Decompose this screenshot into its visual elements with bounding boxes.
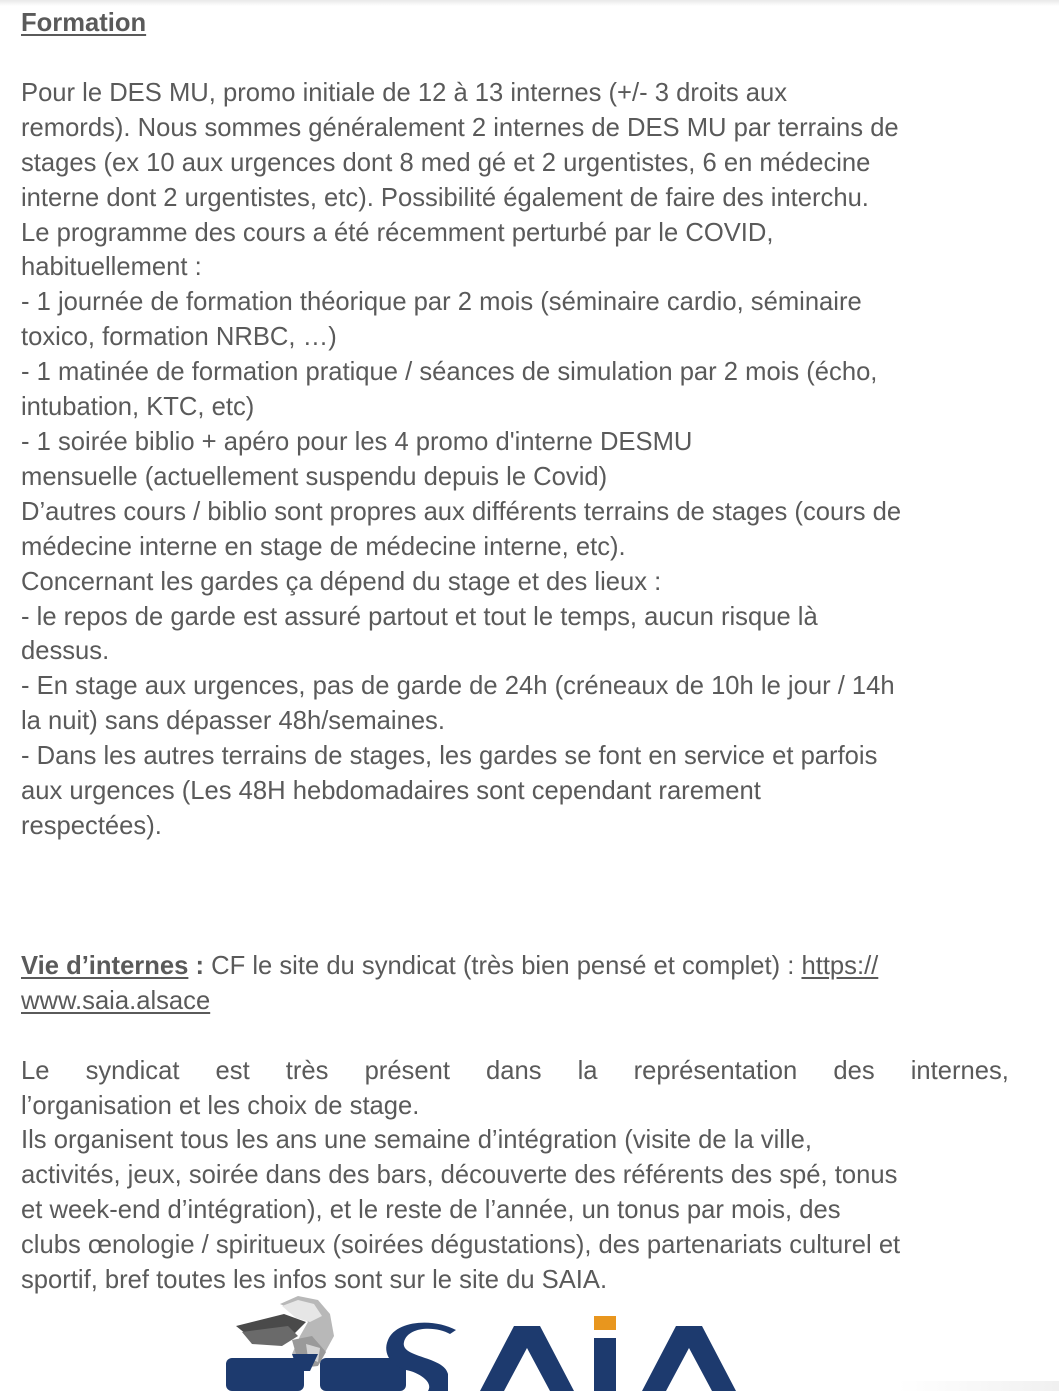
bottom-right-shadow	[899, 1381, 1059, 1391]
formation-line: intubation, KTC, etc)	[21, 393, 255, 422]
syndicat-word: dans	[486, 1056, 542, 1085]
formation-line: remords). Nous sommes généralement 2 internes de DES MU par terrains de	[21, 113, 899, 142]
syndicat-word: très	[285, 1056, 329, 1085]
syndicat-word: internes,	[910, 1056, 1009, 1085]
formation-line: Pour le DES MU, promo initiale de 12 à 13 internes (+/- 3 droits aux	[21, 78, 788, 107]
section-title-formation: Formation	[21, 9, 147, 37]
syndicat-line: sportif, bref toutes les infos sont sur le site du SAIA.	[21, 1266, 608, 1295]
vie-internes-text: CF le site du syndicat (très bien pensé et complet) :	[211, 951, 802, 980]
formation-line: - 1 journée de formation théorique par 2 mois (séminaire cardio, séminaire	[21, 288, 862, 317]
formation-line: la nuit) sans dépasser 48h/semaines.	[21, 707, 445, 736]
saia-logo-graphic	[222, 1296, 802, 1391]
formation-line: - Dans les autres terrains de stages, les gardes se font en service et parfois	[21, 742, 878, 771]
formation-line: toxico, formation NRBC, …)	[21, 323, 337, 352]
formation-line: dessus.	[21, 637, 110, 666]
syndicat-word: présent	[364, 1056, 450, 1085]
formation-paragraph	[21, 76, 1011, 844]
formation-line: D’autres cours / biblio sont propres aux différents terrains de stages (cours de	[21, 497, 902, 526]
syndicat-line: activités, jeux, soirée dans des bars, découverte des référents des spé, tonus	[21, 1161, 898, 1190]
syndicat-word: est	[215, 1056, 250, 1085]
syndicat-lines	[21, 1089, 1011, 1298]
syndicat-line: l’organisation et les choix de stage.	[21, 1091, 420, 1120]
formation-line: interne dont 2 urgentistes, etc). Possibilité également de faire des interchu.	[21, 183, 869, 212]
formation-line: stages (ex 10 aux urgences dont 8 med gé et 2 urgentistes, 6 en médecine	[21, 148, 871, 177]
formation-line: - le repos de garde est assuré partout et tout le temps, aucun risque là	[21, 602, 818, 631]
syndicat-word: des	[833, 1056, 875, 1085]
formation-line: - En stage aux urgences, pas de garde de 24h (créneaux de 10h le jour / 14h	[21, 672, 895, 701]
syndicat-word: Le	[21, 1056, 50, 1085]
formation-line: mensuelle (actuellement suspendu depuis le Covid)	[21, 462, 608, 491]
formation-line: - 1 soirée biblio + apéro pour les 4 promo d'interne DESMU	[21, 427, 693, 456]
vie-internes-paragraph	[21, 949, 1011, 1019]
syndicat-line: Ils organisent tous les ans une semaine d’intégration (visite de la ville,	[21, 1126, 812, 1155]
spacer	[21, 914, 1011, 949]
formation-line: médecine interne en stage de médecine interne, etc).	[21, 532, 626, 561]
formation-line: aux urgences (Les 48H hebdomadaires sont cependant rarement	[21, 777, 761, 806]
vie-internes-line-1	[21, 949, 1009, 984]
document-body	[21, 6, 1011, 1298]
vie-internes-separator: :	[188, 951, 212, 980]
syndicat-line-1	[21, 1054, 1009, 1089]
syndicat-line: clubs œnologie / spiritueux (soirées dégustations), des partenariats culturel et	[21, 1231, 901, 1260]
formation-line: Le programme des cours a été récemment perturbé par le COVID,	[21, 218, 774, 247]
syndicat-word: la	[577, 1056, 598, 1085]
pelican-emblem-icon	[236, 1296, 334, 1368]
saia-logo	[222, 1296, 802, 1391]
formation-line: respectées).	[21, 811, 162, 840]
spacer	[21, 41, 1011, 76]
vie-internes-label: Vie d’internes	[21, 951, 189, 980]
formation-line: Concernant les gardes ça dépend du stage et des lieux :	[21, 567, 662, 596]
spacer	[21, 1019, 1011, 1054]
syndicat-paragraph	[21, 1054, 1011, 1298]
saia-link-part-2[interactable]: www.saia.alsace	[21, 986, 211, 1015]
spacer	[21, 844, 1011, 914]
logo-wordmark	[386, 1316, 736, 1391]
syndicat-word: représentation	[633, 1056, 798, 1085]
saia-link-part-1[interactable]: https://	[801, 951, 879, 980]
syndicat-line: et week-end d’intégration), et le reste de l’année, un tonus par mois, des	[21, 1196, 841, 1225]
syndicat-word: syndicat	[85, 1056, 180, 1085]
formation-line: - 1 matinée de formation pratique / séances de simulation par 2 mois (écho,	[21, 358, 878, 387]
formation-line: habituellement :	[21, 253, 202, 282]
vie-internes-line-2	[21, 984, 1011, 1019]
